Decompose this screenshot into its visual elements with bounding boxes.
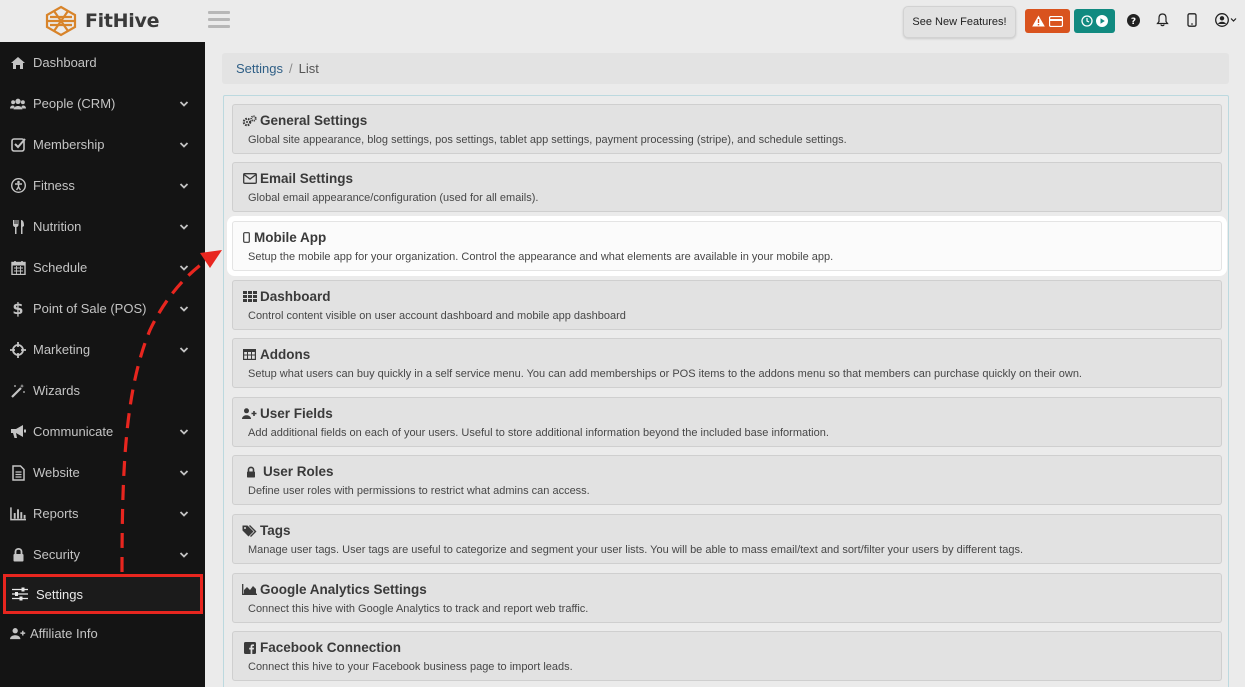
bar-chart-icon [10,506,26,522]
app-name: FitHive [85,10,160,32]
card-description: Control content visible on user account dashboard and mobile app dashboard [248,310,626,322]
sidebar-item-communicate[interactable]: Communicate [0,411,205,452]
calendar-icon [10,260,26,276]
user-plus-icon [10,626,26,642]
envelope-icon [242,172,257,185]
sidebar-item-affiliate-info[interactable]: Affiliate Info [0,613,205,654]
user-menu-icon[interactable] [1215,12,1241,28]
sidebar-item-reports[interactable]: Reports [0,493,205,534]
card-description: Setup the mobile app for your organization. Control the appearance and what elements are available in your mobile app. [248,251,834,263]
chevron-down-icon [179,99,189,109]
home-icon [10,55,26,71]
alerts-button[interactable] [1025,9,1070,33]
th-grid-icon [242,290,257,303]
breadcrumb-settings-link[interactable]: Settings [236,61,283,76]
timer-button[interactable] [1074,9,1115,33]
card-description: Define user roles with permissions to restrict what admins can access. [248,485,590,497]
dollar-icon: $ [12,298,24,318]
card-title: Addons [260,347,311,362]
chevron-down-icon [179,550,189,560]
sidebar-item-security[interactable]: Security [0,534,205,575]
card-title: User Fields [260,406,333,421]
settings-card-facebook[interactable] [232,631,1222,681]
settings-card-general[interactable] [232,104,1222,154]
card-description: Connect this hive to your Facebook business page to import leads. [248,661,573,673]
settings-card-user-fields[interactable] [232,397,1222,447]
sidebar-item-nutrition[interactable]: Nutrition [0,206,205,247]
table-icon [242,348,257,361]
credit-card-icon [1049,16,1063,27]
crosshairs-icon [10,342,26,358]
main-content [205,42,1245,687]
settings-card-user-roles[interactable] [232,455,1222,505]
check-square-icon [10,137,26,153]
svg-text:?: ? [1130,16,1136,27]
sliders-icon [12,586,28,602]
menu-toggle-icon[interactable] [208,11,230,29]
breadcrumb-current: List [298,61,319,76]
top-bar [0,0,1245,42]
settings-card-addons[interactable] [232,338,1222,388]
sidebar-item-fitness[interactable]: Fitness [0,165,205,206]
card-description: Add additional fields on each of your users. Useful to store additional information beyond the included base information. [248,427,829,439]
chevron-down-icon [179,140,189,150]
card-title: Email Settings [260,171,354,186]
sidebar-item-website[interactable]: Website [0,452,205,493]
lock-icon [242,465,260,478]
mobile-icon [242,231,251,244]
utensils-icon [10,219,26,235]
chevron-down-icon [179,222,189,232]
breadcrumb-separator: / [288,61,293,76]
chevron-down-icon [179,427,189,437]
logo[interactable] [44,5,159,37]
settings-card-mobile-app[interactable] [232,221,1222,271]
bell-icon[interactable] [1154,12,1170,28]
chevron-down-icon [179,181,189,191]
accessibility-icon [10,178,26,194]
chevron-down-icon [179,345,189,355]
warning-icon [1032,15,1045,27]
chevron-down-icon [179,468,189,478]
sidebar-item-schedule[interactable]: Schedule [0,247,205,288]
card-description: Global email appearance/configuration (used for all emails). [248,192,539,204]
card-title: Facebook Connection [260,640,402,655]
bullhorn-icon [10,424,26,440]
breadcrumb [222,53,1229,84]
magic-wand-icon [10,383,26,399]
settings-card-tags[interactable] [232,514,1222,564]
settings-card-google-analytics[interactable] [232,573,1222,623]
mobile-icon[interactable] [1184,12,1200,28]
help-icon[interactable] [1125,12,1141,28]
play-circle-icon [1096,15,1108,27]
card-title: Dashboard [260,289,331,304]
see-new-features-button[interactable]: See New Features! [903,6,1016,38]
card-title: Tags [260,523,291,538]
users-icon [10,96,26,112]
card-description: Setup what users can buy quickly in a self service menu. You can add memberships or POS items to the addons menu so that members can purchase quickly on their own. [248,368,1082,380]
card-description: Global site appearance, blog settings, pos settings, tablet app settings, payment processing (stripe), and schedule settings. [248,134,847,146]
sidebar-item-point-of-sale[interactable]: $ Point of Sale (POS) [0,288,205,329]
tags-icon [242,524,257,537]
user-plus-icon [242,407,257,420]
settings-card-email[interactable] [232,162,1222,212]
chevron-down-icon [179,263,189,273]
chevron-down-icon [179,304,189,314]
sidebar-item-dashboard[interactable]: Dashboard [0,42,205,83]
area-chart-icon [242,583,257,596]
settings-list [223,95,1229,687]
sidebar-item-settings[interactable]: Settings [3,574,203,614]
sidebar-item-membership[interactable]: Membership [0,124,205,165]
card-title: Mobile App [254,230,327,245]
card-title: General Settings [260,113,368,128]
sidebar [0,42,205,687]
chevron-down-icon [179,509,189,519]
hive-logo-icon [44,5,78,37]
cogs-icon [242,114,257,127]
sidebar-item-people-crm[interactable]: People (CRM) [0,83,205,124]
clock-icon [1081,15,1093,27]
card-description: Manage user tags. User tags are useful to categorize and segment your user lists. You will be able to mass email/text and sort/filter your users by different tags. [248,544,1024,556]
sidebar-item-wizards[interactable]: Wizards [0,370,205,411]
card-title: User Roles [263,464,334,479]
facebook-icon [242,641,257,654]
settings-card-dashboard[interactable] [232,280,1222,330]
file-icon [10,465,26,481]
card-description: Connect this hive with Google Analytics to track and report web traffic. [248,603,589,615]
sidebar-item-marketing[interactable]: Marketing [0,329,205,370]
lock-icon [10,547,26,563]
card-title: Google Analytics Settings [260,582,427,597]
